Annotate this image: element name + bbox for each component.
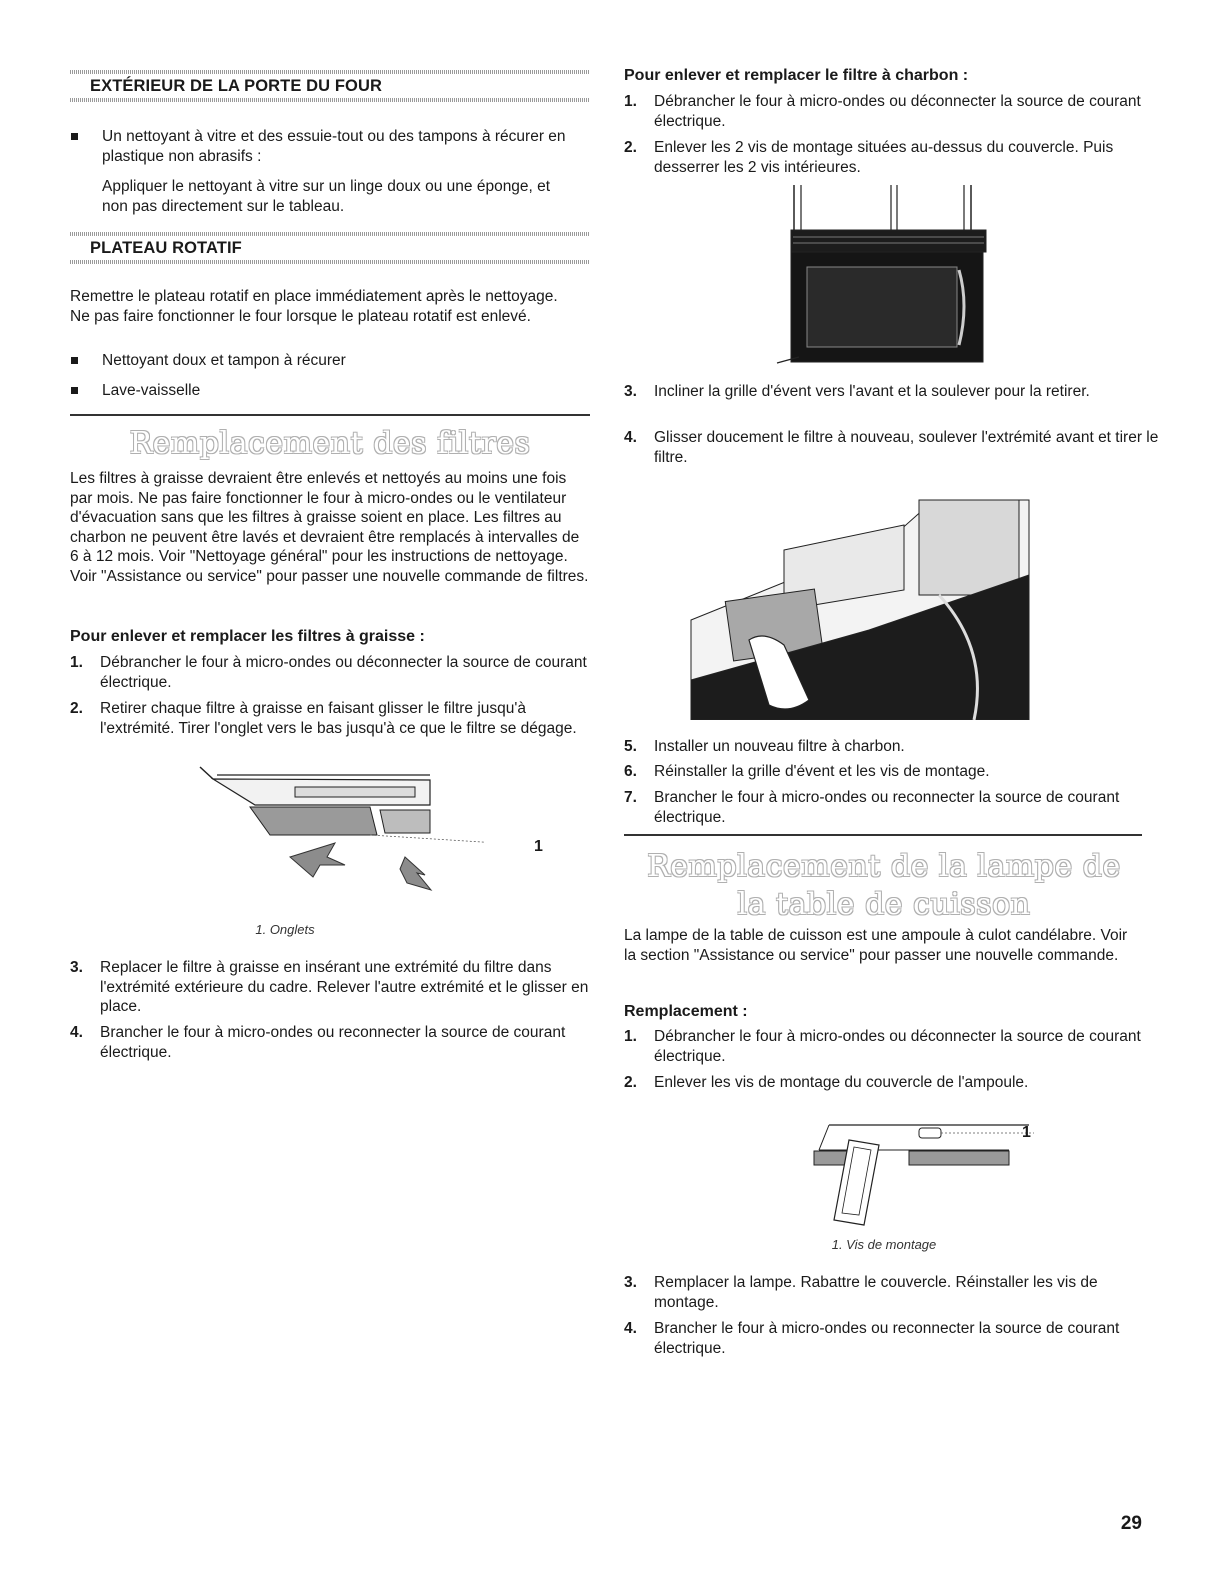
step-text: Réinstaller la grille d'évent et les vis de montage.: [654, 763, 990, 780]
list-item: Lave-vaisselle: [70, 381, 580, 401]
list-item: [70, 699, 590, 738]
list-item: [624, 138, 1164, 177]
step-number: 3.: [624, 383, 637, 400]
lamp-cover-illustration: [809, 1115, 1039, 1230]
step-text: Enlever les 2 vis de montage situées au-dessus du couvercle. Puis desserrer les 2 vis intérieures.: [654, 139, 1114, 176]
subheading-charbon: Pour enlever et remplacer le filtre à charbon :: [624, 67, 969, 84]
step-text: Débrancher le four à micro-ondes ou déconnecter la source de courant électrique.: [654, 93, 1141, 130]
section-title-plateau: PLATEAU ROTATIF: [90, 239, 242, 257]
step-number: 1.: [70, 654, 83, 671]
step-number: 3.: [624, 1274, 637, 1291]
section-rule: [70, 414, 590, 416]
step-text: Incliner la grille d'évent vers l'avant et la soulever pour la retirer.: [654, 383, 1090, 400]
figure-callout: 1: [1022, 1124, 1031, 1141]
figure-caption: 1. Onglets: [255, 922, 315, 937]
list-item: [624, 92, 1164, 131]
paragraph: La lampe de la table de cuisson est une ampoule à culot candélabre. Voir la section "Assistance ou service" pour passer une nouvelle commande.: [624, 927, 1128, 964]
paragraph: Appliquer le nettoyant à vitre sur un linge doux ou une éponge, et non pas directement sur le tableau.: [102, 178, 551, 215]
list-item: Un nettoyant à vitre et des essuie-tout ou des tampons à récurer en plastique non abrasifs :: [70, 127, 580, 166]
grease-filter-illustration: [195, 765, 485, 895]
section-title-filtres: Remplacement des filtres: [129, 426, 531, 461]
list-item: [624, 737, 1164, 757]
list-item: [624, 1073, 1164, 1093]
charcoal-filter-illustration: [689, 480, 1034, 720]
list-item: Nettoyant doux et tampon à récurer: [70, 351, 580, 371]
divider: [70, 260, 590, 264]
step-number: 2.: [624, 1074, 637, 1091]
subheading-graisse: Pour enlever et remplacer les filtres à graisse :: [70, 628, 425, 645]
section-title-lampe: Remplacement de la lampe de la table de cuisson: [647, 849, 1121, 922]
step-text: Brancher le four à micro-ondes ou reconnecter la source de courant électrique.: [100, 1024, 566, 1061]
step-text: Glisser doucement le filtre à nouveau, soulever l'extrémité avant et tirer le filtre.: [654, 429, 1159, 466]
section-header-plateau: [70, 232, 590, 264]
step-number: 2.: [70, 700, 83, 717]
figure-callout: 1: [534, 838, 543, 855]
list-item: [624, 1027, 1164, 1066]
list-item: [70, 1023, 610, 1062]
step-text: Enlever les vis de montage du couvercle de l'ampoule.: [654, 1074, 1029, 1091]
figure-caption: 1. Vis de montage: [831, 1237, 937, 1252]
paragraph: Les filtres à graisse devraient être enlevés et nettoyés au moins une fois par mois. Ne pas faire fonctionner le four à micro-ondes ou le ventilateur d'évacuation sans que les filtres à graisse soient en place. Les filtres au charbon ne peuvent être lavés et devraient être remplacés à intervalles de 6 à 12 mois. Voir "Nettoyage général" pour les instructions de nettoyage. Voir "Assistance ou service" pour passer une nouvelle commande de filtres.: [70, 470, 589, 585]
list-item: [70, 958, 610, 1017]
list-item: [70, 653, 590, 692]
step-number: 5.: [624, 738, 637, 755]
list-item: [624, 428, 1164, 467]
step-number: 7.: [624, 789, 637, 806]
step-text: Brancher le four à micro-ondes ou reconnecter la source de courant électrique.: [654, 789, 1120, 826]
step-text: Remplacer la lampe. Rabattre le couvercle. Réinstaller les vis de montage.: [654, 1274, 1098, 1311]
step-number: 1.: [624, 1028, 637, 1045]
vent-grille-illustration: [769, 185, 1009, 370]
step-text: Replacer le filtre à graisse en insérant une extrémité du filtre dans l'extrémité extérieure du cadre. Relever l'autre extrémité et le glisser en place.: [100, 959, 589, 1015]
list-item: [624, 1319, 1164, 1358]
step-number: 4.: [624, 1320, 637, 1337]
step-number: 2.: [624, 139, 637, 156]
subheading-remplacement: Remplacement :: [624, 1003, 748, 1020]
step-number: 3.: [70, 959, 83, 976]
step-text: Retirer chaque filtre à graisse en faisant glisser le filtre jusqu'à l'extrémité. Tirer l'onglet vers le bas jusqu'à ce que le filtre se dégage.: [100, 700, 577, 737]
step-text: Installer un nouveau filtre à charbon.: [654, 738, 905, 755]
step-number: 6.: [624, 763, 637, 780]
section-title-exterieur: EXTÉRIEUR DE LA PORTE DU FOUR: [90, 77, 382, 95]
paragraph: Remettre le plateau rotatif en place immédiatement après le nettoyage. Ne pas faire fonctionner le four lorsque le plateau rotatif est enlevé.: [70, 288, 558, 325]
step-text: Débrancher le four à micro-ondes ou déconnecter la source de courant électrique.: [654, 1028, 1141, 1065]
list-item: [624, 788, 1164, 827]
section-header-exterieur: [70, 70, 590, 102]
list-item: [624, 762, 1164, 782]
step-text: Brancher le four à micro-ondes ou reconnecter la source de courant électrique.: [654, 1320, 1120, 1357]
step-number: 4.: [624, 429, 637, 446]
step-text: Débrancher le four à micro-ondes ou déconnecter la source de courant électrique.: [100, 654, 587, 691]
section-rule: [624, 834, 1142, 836]
step-number: 4.: [70, 1024, 83, 1041]
divider: [70, 98, 590, 102]
list-item: [624, 1273, 1164, 1312]
page-number: 29: [1120, 1513, 1142, 1534]
list-item: [624, 382, 1164, 402]
step-number: 1.: [624, 93, 637, 110]
